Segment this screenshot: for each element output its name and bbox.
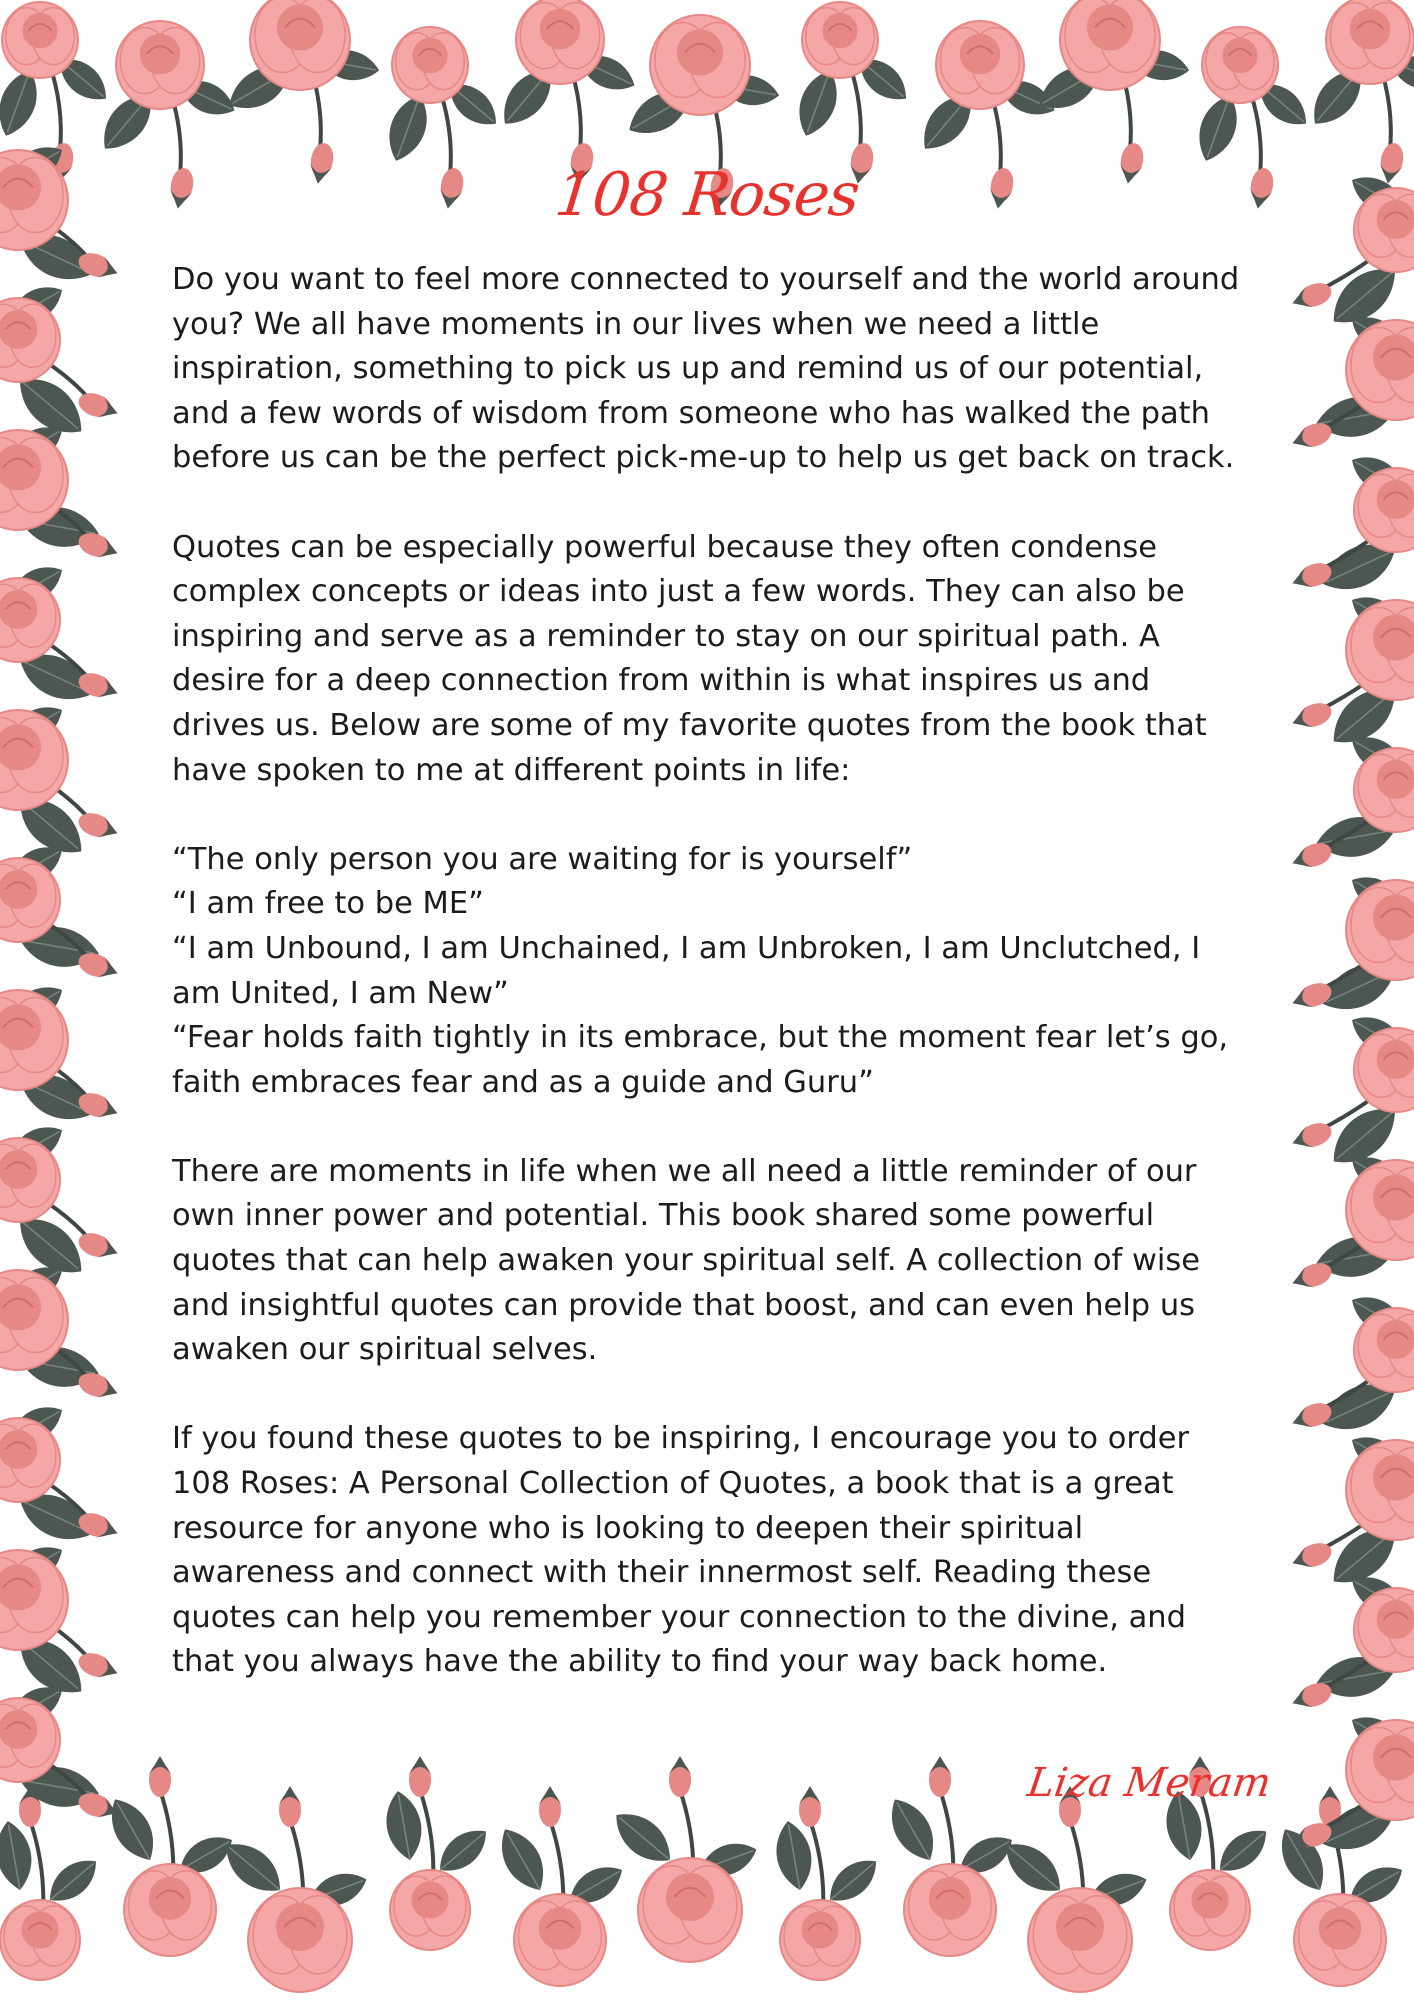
- rose-icon: [0, 990, 68, 1090]
- rose-icon: [0, 1900, 80, 1980]
- rose-icon: [1294, 1894, 1386, 1986]
- rosebud-icon: [278, 1786, 302, 1827]
- article-body: [172, 258, 1242, 1730]
- rose-icon: [248, 1888, 352, 1992]
- rose-icon: [0, 710, 68, 810]
- rose-icon: [1346, 600, 1414, 700]
- quote-item: “I am free to be ME”: [172, 886, 484, 922]
- rose-icon: [0, 1550, 68, 1650]
- rosebud-icon: [798, 1786, 822, 1827]
- rosebud-icon: [408, 1756, 432, 1797]
- rose-icon: [516, 0, 604, 84]
- rose-icon: [802, 2, 878, 78]
- rose-icon: [650, 15, 750, 115]
- reflection-paragraph: There are moments in life when we all need a little reminder of our own inner power and potential. This book shared some powerful quotes that can help awaken your spiritual self. A collection of wise and insightful quotes can provide that boost, and can even help us awaken our spiritual selves.: [172, 1153, 1201, 1368]
- rosebud-icon: [668, 1756, 692, 1797]
- rose-icon: [1202, 27, 1278, 103]
- rose-icon: [1060, 0, 1160, 90]
- leaf-icon: [100, 1791, 165, 1869]
- rose-icon: [904, 1864, 996, 1956]
- rosebud-icon: [148, 1756, 172, 1797]
- leaf-icon: [381, 1788, 427, 1863]
- quote-list: [172, 838, 1242, 1106]
- quote-item: “Fear holds faith tightly in its embrace, but the moment fear let’s go, faith embraces fear and as a guide and Guru”: [172, 1020, 1229, 1100]
- rosebud-icon: [928, 1756, 952, 1797]
- rose-icon: [1346, 880, 1414, 980]
- rose-icon: [392, 27, 468, 103]
- rose-icon: [1346, 1440, 1414, 1540]
- rose-icon: [116, 21, 204, 109]
- call-to-action-paragraph: If you found these quotes to be inspiring, I encourage you to order 108 Roses: A Personal Collection of Quotes, a book that is a great resource for anyone who is looking to deepen their spiritual awareness and connect with their innermost self. Reading these quotes can help you remember your connection to the divine, and that you always have the ability to find your way back home.: [172, 1421, 1190, 1680]
- rose-icon: [1028, 1888, 1132, 1992]
- rose-icon: [514, 1894, 606, 1986]
- quote-item: “The only person you are waiting for is yourself”: [172, 841, 913, 877]
- rose-icon: [250, 0, 350, 90]
- rose-icon: [1170, 1870, 1250, 1950]
- rose-icon: [638, 1858, 742, 1962]
- rose-icon: [2, 2, 78, 78]
- leaf-icon: [880, 1791, 945, 1869]
- quotes-intro-paragraph: Quotes can be especially powerful because they often condense complex concepts or ideas into just a few words. They can also be inspiring and serve as a reminder to stay on our spiritual path. A desire for a deep connection from within is what inspires us and drives us. Below are some of my favorite quotes from the book that have spoken to me at different points in life:: [172, 529, 1207, 788]
- rose-icon: [390, 1870, 470, 1950]
- rosebud-icon: [538, 1786, 562, 1827]
- leaf-icon: [771, 1818, 817, 1893]
- author-signature: Liza Meram: [1025, 1760, 1275, 1806]
- rose-icon: [124, 1864, 216, 1956]
- leaf-icon: [490, 1821, 555, 1899]
- quote-item: “I am Unbound, I am Unchained, I am Unbroken, I am Unclutched, I am United, I am New”: [172, 930, 1201, 1011]
- rose-icon: [936, 21, 1024, 109]
- intro-paragraph: Do you want to feel more connected to yourself and the world around you? We all have moments in our lives when we need a little inspiration, something to pick us up and remind us of our potential, and a few words of wisdom from someone who has walked the path before us can be the perfect pick-me-up to help us get back on track.: [172, 262, 1240, 476]
- rose-icon: [1346, 1720, 1414, 1820]
- rose-icon: [1326, 0, 1414, 84]
- page-title: 108 Roses: [551, 160, 863, 230]
- rose-icon: [780, 1900, 860, 1980]
